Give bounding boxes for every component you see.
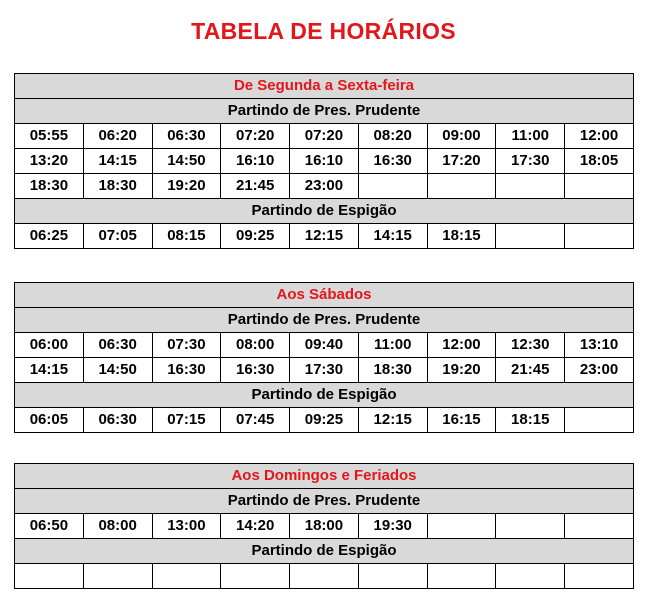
- time-row: [15, 564, 634, 589]
- time-cell: 18:30: [83, 174, 152, 199]
- time-cell: [152, 564, 221, 589]
- time-row: [15, 408, 634, 433]
- time-cell: [565, 514, 634, 539]
- time-cell: 09:00: [427, 124, 496, 149]
- time-cell: 08:15: [152, 224, 221, 249]
- time-cell: 23:00: [290, 174, 359, 199]
- time-cell: 13:00: [152, 514, 221, 539]
- time-cell: 16:10: [221, 149, 290, 174]
- time-cell: 06:25: [15, 224, 84, 249]
- time-cell: 12:15: [290, 224, 359, 249]
- time-row: [15, 124, 634, 149]
- time-cell: 21:45: [221, 174, 290, 199]
- time-cell: 19:30: [358, 514, 427, 539]
- time-cell: 16:30: [152, 358, 221, 383]
- time-row: [15, 514, 634, 539]
- time-cell: 18:15: [496, 408, 565, 433]
- time-cell: 14:20: [221, 514, 290, 539]
- time-cell: 07:05: [83, 224, 152, 249]
- time-cell: 19:20: [427, 358, 496, 383]
- schedule-table-saturdays: [14, 282, 634, 433]
- time-cell: 18:30: [358, 358, 427, 383]
- time-cell: 18:30: [15, 174, 84, 199]
- departure-label: Partindo de Espigão: [15, 539, 634, 564]
- time-cell: [427, 174, 496, 199]
- time-cell: 07:45: [221, 408, 290, 433]
- time-cell: [565, 408, 634, 433]
- time-cell: 14:50: [152, 149, 221, 174]
- time-cell: 19:20: [152, 174, 221, 199]
- time-cell: [565, 224, 634, 249]
- time-cell: 13:10: [565, 333, 634, 358]
- time-cell: [358, 564, 427, 589]
- time-cell: 07:20: [221, 124, 290, 149]
- time-cell: 06:00: [15, 333, 84, 358]
- time-cell: 08:20: [358, 124, 427, 149]
- time-cell: 07:15: [152, 408, 221, 433]
- time-cell: [15, 564, 84, 589]
- schedule-table-weekdays: [14, 73, 634, 249]
- time-row: [15, 174, 634, 199]
- time-cell: 06:30: [83, 333, 152, 358]
- time-cell: 12:00: [565, 124, 634, 149]
- departure-label: Partindo de Espigão: [15, 383, 634, 408]
- time-cell: 18:00: [290, 514, 359, 539]
- time-cell: 06:30: [83, 408, 152, 433]
- time-cell: [358, 174, 427, 199]
- time-cell: 16:10: [290, 149, 359, 174]
- time-cell: [221, 564, 290, 589]
- time-cell: 12:30: [496, 333, 565, 358]
- time-cell: [496, 224, 565, 249]
- time-cell: 06:50: [15, 514, 84, 539]
- time-cell: 21:45: [496, 358, 565, 383]
- departure-label: Partindo de Pres. Prudente: [15, 99, 634, 124]
- time-cell: 11:00: [496, 124, 565, 149]
- departure-label: Partindo de Pres. Prudente: [15, 308, 634, 333]
- time-cell: [427, 564, 496, 589]
- time-cell: 14:50: [83, 358, 152, 383]
- time-cell: 16:15: [427, 408, 496, 433]
- time-cell: 17:30: [496, 149, 565, 174]
- time-cell: 09:25: [221, 224, 290, 249]
- time-row: [15, 333, 634, 358]
- time-cell: 17:30: [290, 358, 359, 383]
- time-cell: 06:05: [15, 408, 84, 433]
- time-cell: 14:15: [358, 224, 427, 249]
- time-row: [15, 224, 634, 249]
- time-cell: 17:20: [427, 149, 496, 174]
- time-cell: 06:20: [83, 124, 152, 149]
- departure-label: Partindo de Espigão: [15, 199, 634, 224]
- time-cell: 07:30: [152, 333, 221, 358]
- page-title: TABELA DE HORÁRIOS: [191, 18, 456, 44]
- time-cell: 16:30: [221, 358, 290, 383]
- time-cell: 12:15: [358, 408, 427, 433]
- time-cell: 05:55: [15, 124, 84, 149]
- time-cell: [496, 514, 565, 539]
- time-cell: 09:25: [290, 408, 359, 433]
- time-cell: 06:30: [152, 124, 221, 149]
- time-cell: 14:15: [83, 149, 152, 174]
- time-cell: [565, 174, 634, 199]
- time-cell: [496, 564, 565, 589]
- time-cell: 23:00: [565, 358, 634, 383]
- section-heading: De Segunda a Sexta-feira: [15, 74, 634, 99]
- time-cell: 16:30: [358, 149, 427, 174]
- time-cell: [496, 174, 565, 199]
- time-cell: 13:20: [15, 149, 84, 174]
- time-cell: 18:05: [565, 149, 634, 174]
- time-cell: [565, 564, 634, 589]
- time-cell: 07:20: [290, 124, 359, 149]
- time-cell: 12:00: [427, 333, 496, 358]
- time-cell: 09:40: [290, 333, 359, 358]
- time-cell: 18:15: [427, 224, 496, 249]
- time-cell: 11:00: [358, 333, 427, 358]
- departure-label: Partindo de Pres. Prudente: [15, 489, 634, 514]
- time-row: [15, 149, 634, 174]
- section-heading: Aos Sábados: [15, 283, 634, 308]
- time-row: [15, 358, 634, 383]
- section-heading: Aos Domingos e Feriados: [15, 464, 634, 489]
- time-cell: 08:00: [83, 514, 152, 539]
- time-cell: 08:00: [221, 333, 290, 358]
- time-cell: [83, 564, 152, 589]
- time-cell: 14:15: [15, 358, 84, 383]
- time-cell: [427, 514, 496, 539]
- schedule-table-sundays: [14, 463, 634, 589]
- time-cell: [290, 564, 359, 589]
